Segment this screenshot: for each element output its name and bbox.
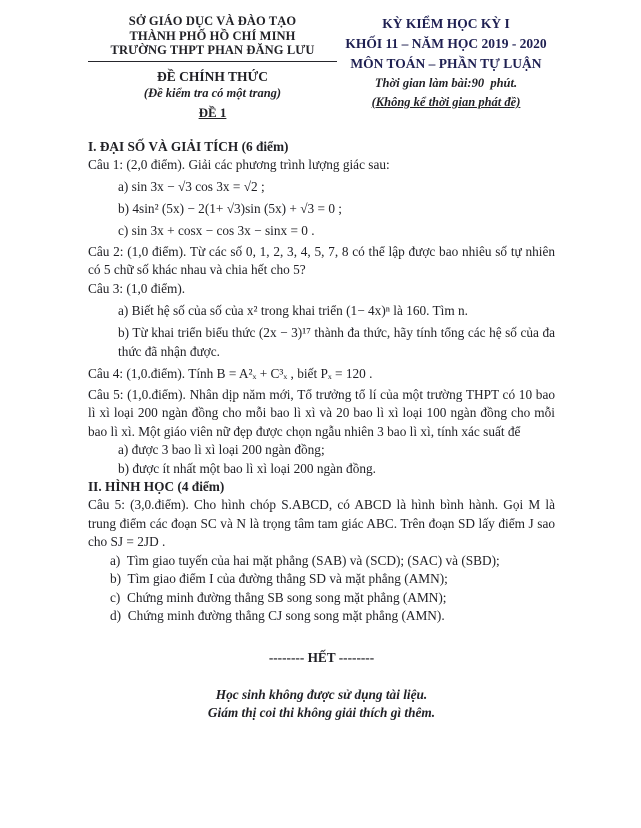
question-5-geometry-intro: Câu 5: (3,0.điểm). Cho hình chóp S.ABCD, có ABCD là hình bình hành. Gọi M là trung điểm các đoạn SC và N là trọng tâm tam giác ABC. Trên đoạn SD lấy điểm J sao cho SJ = 2JD .: [88, 497, 555, 550]
department-line: SỞ GIÁO DỤC VÀ ĐÀO TẠO: [128, 14, 297, 28]
proctor-note: Giám thị coi thi không giải thích gì thêm.: [207, 704, 436, 720]
question-3-intro: Câu 3: (1,0 điểm).: [88, 280, 186, 296]
question-1-item-c: c) sin 3x + cosx − cos 3x − sinx = 0 .: [118, 222, 315, 238]
question-5-algebra-intro: Câu 5: (1,0.điểm). Nhân dịp năm mới, Tổ trưởng tổ lí của một trường THPT có 10 bao lì xì loại 200 ngàn đồng cho mỗi bao lì xì và 20 bao lì xì loại 100 ngàn đồng cho mỗi bao lì xì. Một giáo viên nữ đẹp được chọn ngẫu nhiên 3 bao lì xì, tính xác suất để: [88, 387, 555, 439]
exam-title-line: KỲ KIỂM HỌC KỲ I: [382, 16, 510, 31]
end-of-exam-marker: -------- HẾT --------: [268, 650, 375, 666]
document-header: [88, 14, 555, 121]
question-4: Câu 4: (1,0.điểm). Tính B = A²ₓ + C³ₓ , biết Pₓ = 120 .: [88, 366, 373, 382]
question-1-item-a: a) sin 3x − √3 cos 3x = √2 ;: [118, 178, 265, 194]
question-5-algebra-item-b: b) được ít nhất một bao lì xì loại 200 ngàn đồng.: [118, 460, 376, 476]
one-page-note: (Đề kiểm tra có một trang): [143, 85, 282, 100]
exam-info-block: [337, 14, 555, 112]
subject-line: MÔN TOÁN – PHẦN TỰ LUẬN: [350, 56, 542, 71]
question-1-intro: Câu 1: (2,0 điểm). Giải các phương trình lượng giác sau:: [88, 156, 390, 172]
question-5-geometry-item-d: d) Chứng minh đường thẳng CJ song song mặt phẳng (AMN).: [110, 607, 445, 623]
question-3-item-b: b) Từ khai triển biểu thức (2x − 3)¹⁷ thành đa thức, hãy tính tổng các hệ số của đa thức đã nhận được.: [118, 324, 555, 360]
no-materials-note: Học sinh không được sử dụng tài liệu.: [215, 686, 428, 702]
exam-variant-label: ĐỀ 1: [198, 104, 227, 120]
section-2-title: II. HÌNH HỌC (4 điểm): [88, 479, 225, 495]
school-info-block: [88, 14, 337, 121]
question-1-item-b: b) 4sin² (5x) − 2(1+ √3)sin (5x) + √3 = 0 ;: [118, 200, 343, 216]
question-5-geometry-item-b: b) Tìm giao điểm I của đường thẳng SD và mặt phẳng (AMN);: [110, 571, 448, 587]
exam-body: [88, 138, 555, 722]
section-1-title: I. ĐẠI SỐ VÀ GIẢI TÍCH (6 điểm): [88, 138, 289, 154]
question-2: Câu 2: (1,0 điểm). Từ các số 0, 1, 2, 3, 4, 5, 7, 8 có thể lập được bao nhiêu số tự nhiên có 5 chữ số khác nhau và chia hết cho 5?: [88, 243, 555, 278]
no-extra-time-note: (Không kể thời gian phát đề): [371, 95, 521, 109]
school-name-line: TRƯỜNG THPT PHAN ĐĂNG LƯU: [88, 43, 337, 62]
official-exam-label: ĐỀ CHÍNH THỨC: [156, 68, 268, 84]
question-3-item-a: a) Biết hệ số của số của x² trong khai triển (1− 4x)ⁿ là 160. Tìm n.: [118, 302, 468, 318]
city-line: THÀNH PHỐ HỒ CHÍ MINH: [129, 28, 296, 43]
duration-line: Thời gian làm bài:90 phút.: [374, 76, 518, 90]
question-5-algebra-item-a: a) được 3 bao lì xì loại 200 ngàn đồng;: [118, 442, 325, 458]
grade-year-line: KHỐI 11 – NĂM HỌC 2019 - 2020: [345, 36, 547, 51]
question-5-geometry-item-c: c) Chứng minh đường thẳng SB song song mặt phẳng (AMN);: [110, 589, 447, 605]
question-5-geometry-item-a: a) Tìm giao tuyến của hai mặt phẳng (SAB) và (SCD); (SAC) và (SBD);: [110, 552, 500, 568]
